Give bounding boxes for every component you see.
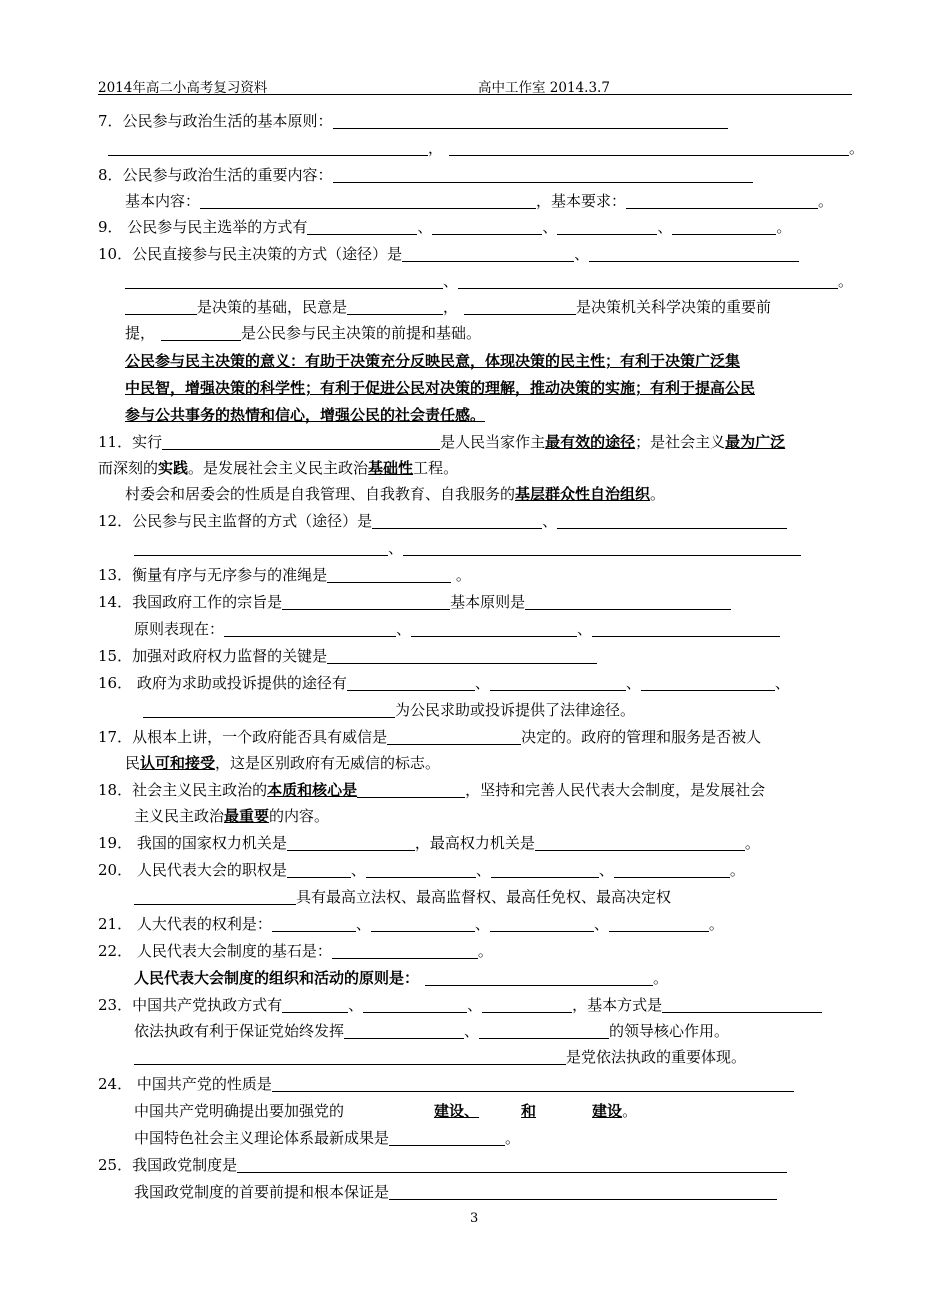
blank[interactable]: [363, 996, 467, 1013]
blank[interactable]: [402, 245, 574, 262]
blank[interactable]: [672, 218, 776, 235]
blank[interactable]: [200, 192, 536, 209]
blank[interactable]: [287, 834, 415, 851]
blank[interactable]: [557, 218, 657, 235]
blank[interactable]: [641, 674, 775, 691]
page-header: [98, 76, 852, 95]
blank[interactable]: [332, 942, 478, 959]
blank[interactable]: [626, 192, 818, 209]
blank[interactable]: [482, 996, 572, 1013]
blank[interactable]: [458, 272, 838, 289]
blank[interactable]: [403, 539, 801, 556]
page-number: 3: [470, 1211, 479, 1226]
q10-line1: 10．公民直接参与民主决策的方式（途径）是 、: [98, 243, 799, 265]
blank[interactable]: [327, 647, 597, 664]
blank[interactable]: [125, 298, 197, 315]
q24-line3: 中国特色社会主义理论体系最新成果是 。: [134, 1129, 521, 1147]
blank[interactable]: [479, 1022, 609, 1039]
q25-line2: 我国政党制度的首要前提和根本保证是: [134, 1181, 777, 1203]
blank[interactable]: [344, 1022, 464, 1039]
blank[interactable]: [333, 112, 728, 129]
q17-line2: 民认可和接受，这是区别政府有无威信的标志。: [125, 754, 441, 772]
blank[interactable]: [237, 1156, 787, 1173]
blank[interactable]: [282, 996, 348, 1013]
blank[interactable]: [287, 861, 351, 878]
blank[interactable]: [614, 861, 730, 878]
header-right: 高中工作室 2014.3.7: [478, 80, 610, 96]
blank[interactable]: [490, 915, 594, 932]
blank[interactable]: [387, 728, 521, 745]
q10-significance-1: 公民参与民主决策的意义：有助于决策充分反映民意，体现决策的民主性；有利于决策广泛集: [125, 352, 741, 370]
q11-line3: 村委会和居委会的性质是自我管理、自我教育、自我服务的基层群众性自治组织。: [125, 485, 666, 503]
blank[interactable]: [282, 593, 450, 610]
blank[interactable]: [134, 539, 388, 556]
q8-line1: 8．公民参与政治生活的重要内容：: [98, 164, 753, 186]
blank[interactable]: [272, 915, 356, 932]
blank[interactable]: [589, 245, 799, 262]
q10-line2: 、 。: [125, 270, 853, 292]
blank[interactable]: [609, 915, 709, 932]
blank[interactable]: [134, 1048, 566, 1065]
q11-line2: 而深刻的实践。是发展社会主义民主政治基础性工程。: [98, 459, 459, 477]
q7-line2: ， 。: [108, 137, 864, 159]
q24-line1: 24． 中国共产党的性质是: [98, 1073, 794, 1095]
blank[interactable]: [161, 324, 241, 341]
q14-line2: 原则表现在： 、 、: [134, 618, 780, 640]
blank[interactable]: [327, 566, 451, 583]
q17-line1: 17．从根本上讲，一个政府能否具有威信是 决定的。政府的管理和服务是否被人: [98, 728, 762, 746]
q9-line: 9． 公民参与民主选举的方式有 、 、 、 。: [98, 218, 792, 236]
q18-line1: 18．社会主义民主政治的本质和核心是 ，坚持和完善人民代表大会制度，是发展社会: [98, 781, 766, 799]
q16-line1: 16． 政府为求助或投诉提供的途径有 、 、 、: [98, 674, 790, 692]
q25-line1: 25．我国政党制度是: [98, 1154, 787, 1176]
blank[interactable]: [108, 139, 428, 156]
blank[interactable]: [662, 996, 822, 1013]
blank[interactable]: [143, 701, 395, 718]
blank[interactable]: [224, 620, 396, 637]
q10-line3: 是决策的基础，民意是 ， 是决策机关科学决策的重要前: [125, 296, 771, 318]
blank[interactable]: [411, 620, 577, 637]
blank[interactable]: [272, 1075, 794, 1092]
blank[interactable]: [449, 139, 849, 156]
blank[interactable]: [307, 218, 417, 235]
blank[interactable]: [389, 1183, 777, 1200]
blank[interactable]: [592, 620, 780, 637]
blank[interactable]: [366, 861, 476, 878]
blank[interactable]: [432, 218, 542, 235]
q10-significance-3: 参与公共事务的热情和信心，增强公民的社会责任感。: [125, 406, 486, 424]
blank[interactable]: [535, 834, 745, 851]
q19-line: 19． 我国的国家权力机关是 ，最高权力机关是 。: [98, 834, 760, 852]
q23-line2: 依法执政有利于保证党始终发挥 、 的领导核心作用。: [134, 1022, 730, 1040]
q10-line4: 提， 是公民参与民主决策的前提和基础。: [125, 324, 482, 342]
q14-line1: 14．我国政府工作的宗旨是 基本原则是: [98, 591, 731, 613]
blank[interactable]: [134, 888, 296, 905]
blank[interactable]: [125, 272, 443, 289]
q24-line2: 中国共产党明确提出要加强党的 建设、 和 建设。: [134, 1102, 638, 1120]
q23-line3: 是党依法执政的重要体现。: [134, 1046, 746, 1068]
blank[interactable]: [525, 593, 731, 610]
q18-line2: 主义民主政治最重要的内容。: [134, 807, 330, 825]
q22-line1: 22． 人民代表大会制度的基石是： 。: [98, 942, 493, 960]
q12-line1: 12．公民参与民主监督的方式（途径）是 、: [98, 510, 787, 532]
q12-line2: 、: [134, 537, 801, 559]
q15-line: 15．加强对政府权力监督的关键是: [98, 645, 597, 667]
q16-line2: 为公民求助或投诉提供了法律途径。: [143, 699, 635, 721]
blank[interactable]: [464, 298, 576, 315]
q10-significance-2: 中民智，增强决策的科学性；有利于促进公民对决策的理解，推动决策的实施；有利于提高公民: [125, 379, 756, 397]
header-left: 2014年高二小高考复习资料: [98, 80, 268, 96]
q22-line2: 人民代表大会制度的组织和活动的原则是： 。: [134, 969, 669, 987]
q21-line: 21． 人大代表的权利是： 、 、 、 。: [98, 915, 724, 933]
blank[interactable]: [490, 674, 626, 691]
blank[interactable]: [333, 166, 753, 183]
q11-line1: 11．实行 是人民当家作主最有效的途径；是社会主义最为广泛: [98, 433, 786, 451]
blank[interactable]: [371, 915, 475, 932]
blank[interactable]: [162, 433, 440, 450]
blank[interactable]: [425, 969, 653, 986]
q7-line1: 7．公民参与政治生活的基本原则：: [98, 110, 728, 132]
q20-line1: 20． 人民代表大会的职权是 、 、 、 。: [98, 861, 745, 879]
blank[interactable]: [347, 674, 475, 691]
blank[interactable]: [372, 512, 542, 529]
q8-line2: 基本内容： ，基本要求： 。: [125, 192, 834, 210]
q13-line: 13．衡量有序与无序参与的准绳是 。: [98, 566, 471, 584]
blank[interactable]: [389, 1129, 505, 1146]
blank[interactable]: [347, 298, 443, 315]
q23-line1: 23．中国共产党执政方式有 、 、 ，基本方式是: [98, 994, 822, 1016]
q20-line2: 具有最高立法权、最高监督权、最高任免权、最高决定权: [134, 886, 671, 908]
blank[interactable]: [357, 781, 465, 798]
blank[interactable]: [491, 861, 599, 878]
blank[interactable]: [557, 512, 787, 529]
